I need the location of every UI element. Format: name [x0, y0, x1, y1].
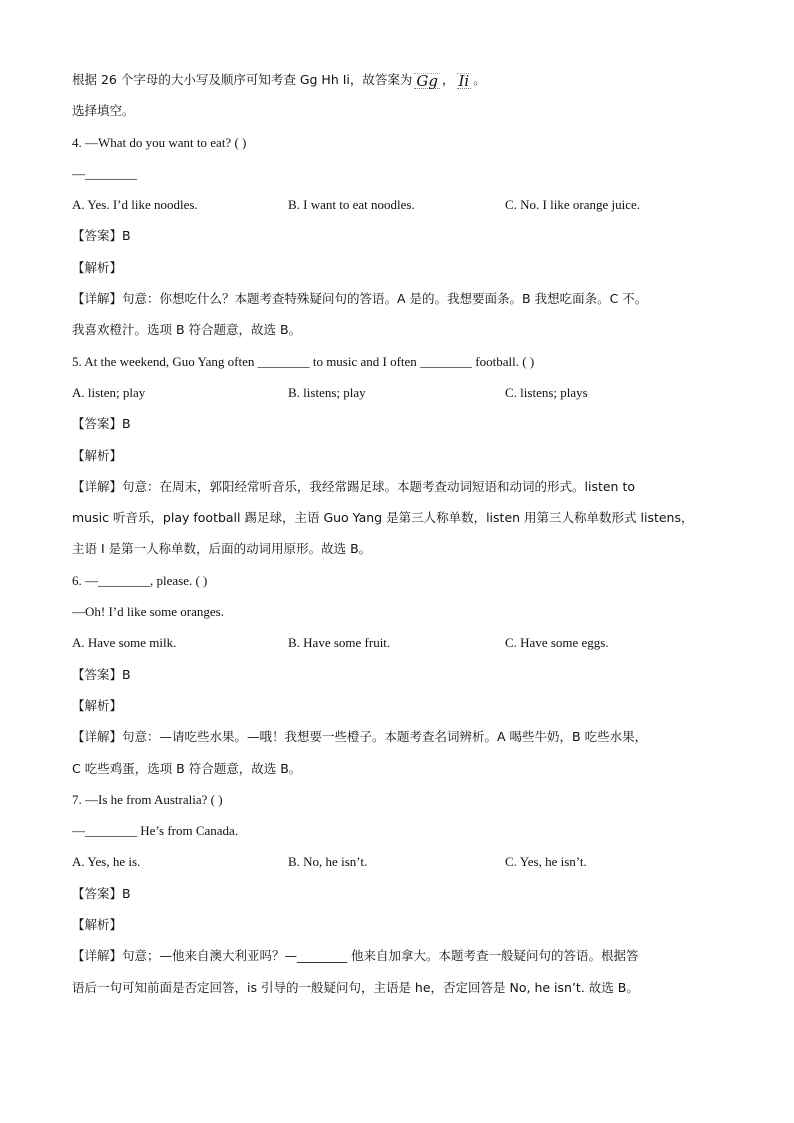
q6-reply: —Oh! I’d like some oranges. — [72, 604, 224, 620]
q4-option-c: C. No. I like orange juice. — [505, 197, 641, 213]
q6-option-c: C. Have some eggs. — [505, 635, 609, 651]
q4-options — [72, 195, 722, 226]
q5-options — [72, 383, 722, 414]
q6-option-b: B. Have some fruit. — [288, 635, 391, 651]
intro-suffix: 。 — [473, 72, 486, 87]
q4-option-b: B. I want to eat noodles. — [288, 197, 415, 213]
q5-analysis: 【解析】 — [72, 447, 123, 463]
q6-detail-2: C 吃些鸡蛋，选项 B 符合题意，故选 B。 — [72, 760, 302, 776]
q4-reply: —________ — [72, 165, 137, 181]
q5-option-c: C. listens; plays — [505, 384, 588, 400]
q6-question: 6. —________, please. ( ) — [72, 572, 208, 588]
q5-answer: 【答案】B — [72, 416, 131, 432]
q5-detail-3: 主语 I 是第一人称单数，后面的动词用原形。故选 B。 — [72, 541, 372, 557]
q7-analysis: 【解析】 — [72, 917, 123, 933]
document-page — [72, 70, 722, 1009]
q7-question: 7. —Is he from Australia? ( ) — [72, 791, 223, 807]
q4-question: 4. —What do you want to eat? ( ) — [72, 134, 247, 150]
intro-text: 根据 26 个字母的大小写及顺序可知考查 Gg Hh Ii，故答案为 — [72, 72, 413, 87]
q6-detail-1: 【详解】句意：—请吃些水果。—哦！我想要一些橙子。本题考查名词辨析。A 喝些牛奶，B 吃些水果， — [72, 729, 648, 745]
handwritten-answer-ii: Ii — [458, 72, 470, 90]
q5-detail-1: 【详解】句意：在周末，郭阳经常听音乐，我经常踢足球。本题考查动词短语和动词的形式。listen to — [72, 478, 635, 494]
intro-separator: ， — [441, 72, 455, 87]
q6-answer: 【答案】B — [72, 666, 131, 682]
q5-option-b: B. listens; play — [288, 384, 366, 400]
q4-detail-2: 我喜欢橙汁。选项 B 符合题意，故选 B。 — [72, 322, 302, 338]
q4-option-a: A. Yes. I’d like noodles. — [72, 197, 198, 213]
q7-detail-1: 【详解】句意；—他来自澳大利亚吗？—________ 他来自加拿大。本题考查一般疑问句的答语。根据答 — [72, 948, 639, 964]
q7-options — [72, 852, 722, 883]
q5-detail-2: music 听音乐，play football 踢足球，主语 Guo Yang 是第三人称单数，listen 用第三人称单数形式 listens， — [72, 510, 694, 526]
q5-question: 5. At the weekend, Guo Yang often ________ to music and I often ________ football. ( ) — [72, 353, 535, 369]
q7-detail-2: 语后一句可知前面是否定回答，is 引导的一般疑问句，主语是 he，否定回答是 No, he isn’t. 故选 B。 — [72, 979, 639, 995]
q7-option-a: A. Yes, he is. — [72, 854, 141, 870]
q6-options — [72, 633, 722, 664]
handwritten-answer-gg: Gg — [416, 72, 438, 90]
q7-answer: 【答案】B — [72, 885, 131, 901]
q6-analysis: 【解析】 — [72, 697, 123, 713]
q4-analysis: 【解析】 — [72, 259, 123, 275]
q6-option-a: A. Have some milk. — [72, 635, 177, 651]
q7-reply: —________ He’s from Canada. — [72, 823, 239, 839]
q7-option-c: C. Yes, he isn’t. — [505, 854, 587, 870]
q7-option-b: B. No, he isn’t. — [288, 854, 368, 870]
section-heading: 选择填空。 — [72, 103, 135, 119]
intro-line — [72, 70, 722, 101]
q4-answer: 【答案】B — [72, 228, 131, 244]
q4-detail-1: 【详解】句意：你想吃什么？本题考查特殊疑问句的答语。A 是的。我想要面条。B 我想吃面条。C 不。 — [72, 291, 648, 307]
q5-option-a: A. listen; play — [72, 384, 146, 400]
